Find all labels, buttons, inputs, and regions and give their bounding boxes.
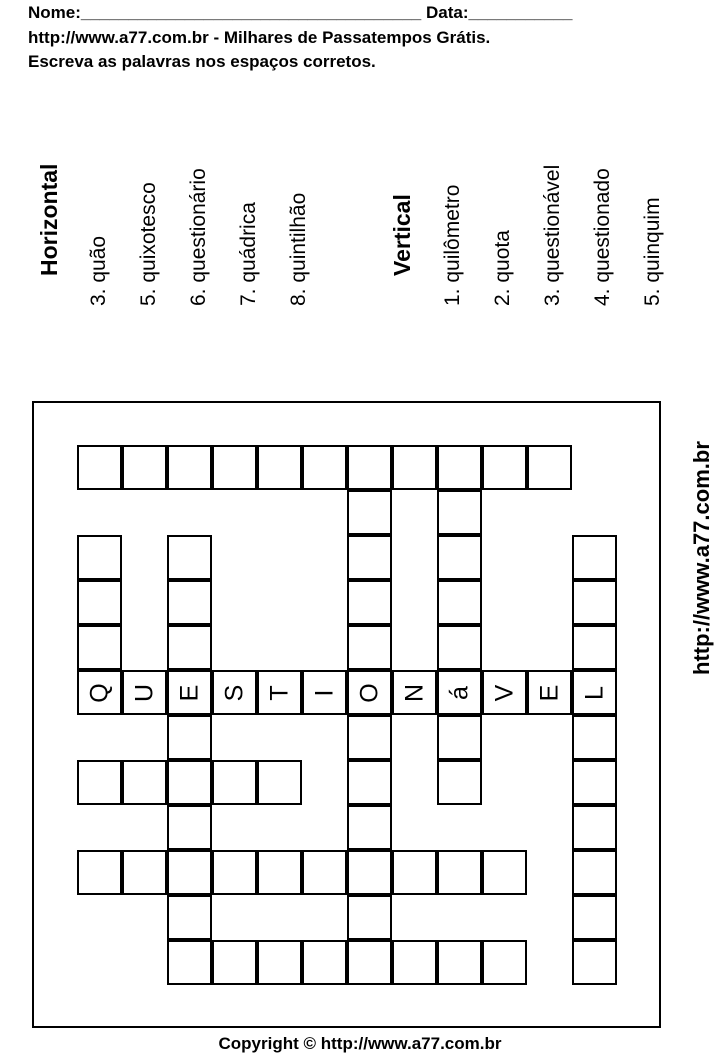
- crossword-cell[interactable]: [212, 940, 257, 985]
- crossword-cell[interactable]: [347, 490, 392, 535]
- crossword-cell[interactable]: [437, 490, 482, 535]
- crossword-cell[interactable]: [167, 805, 212, 850]
- crossword-cell[interactable]: [212, 760, 257, 805]
- crossword-cell[interactable]: [392, 850, 437, 895]
- vertical-clue: 3. questionável: [541, 164, 564, 306]
- crossword-cell[interactable]: [347, 715, 392, 760]
- crossword-cell[interactable]: [212, 850, 257, 895]
- cell-letter: V: [490, 684, 518, 701]
- crossword-cell[interactable]: [572, 805, 617, 850]
- cell-letter: E: [535, 684, 563, 701]
- crossword-cell[interactable]: [77, 625, 122, 670]
- crossword-cell[interactable]: [77, 445, 122, 490]
- cell-letter: S: [220, 684, 248, 701]
- horizontal-clue: 7. quádrica: [237, 202, 260, 306]
- crossword-cell[interactable]: [122, 445, 167, 490]
- crossword-cell[interactable]: [302, 445, 347, 490]
- crossword-cell[interactable]: [257, 850, 302, 895]
- crossword-cell[interactable]: [302, 850, 347, 895]
- crossword-cell[interactable]: [167, 940, 212, 985]
- vertical-clue: 4. questionado: [591, 168, 614, 306]
- horizontal-clue: 3. quão: [87, 235, 110, 306]
- crossword-cell[interactable]: [167, 715, 212, 760]
- instructions: Escreva as palavras nos espaços corretos.: [28, 52, 376, 71]
- crossword-cell[interactable]: [572, 895, 617, 940]
- cell-letter: O: [355, 682, 383, 703]
- crossword-cell[interactable]: [347, 805, 392, 850]
- crossword-cell[interactable]: [572, 580, 617, 625]
- crossword-cell[interactable]: [347, 895, 392, 940]
- crossword-cell-filled[interactable]: [167, 670, 212, 715]
- crossword-cell[interactable]: [572, 760, 617, 805]
- crossword-cell[interactable]: [437, 445, 482, 490]
- crossword-cell-filled[interactable]: [437, 670, 482, 715]
- footer-copyright: Copyright © http://www.a77.com.br: [218, 1034, 502, 1053]
- crossword-cell[interactable]: [77, 850, 122, 895]
- crossword-cell[interactable]: [572, 625, 617, 670]
- cell-letter: á: [445, 685, 473, 700]
- cell-letter: N: [400, 683, 428, 702]
- crossword-cell[interactable]: [347, 625, 392, 670]
- crossword-cell[interactable]: [347, 940, 392, 985]
- crossword-cell[interactable]: [347, 850, 392, 895]
- crossword-cell[interactable]: [257, 940, 302, 985]
- crossword-cell-filled[interactable]: [77, 670, 122, 715]
- horizontal-clue: 6. questionário: [187, 168, 210, 306]
- crossword-cell[interactable]: [392, 940, 437, 985]
- vertical-title: Vertical: [389, 194, 415, 276]
- crossword-cell[interactable]: [572, 715, 617, 760]
- crossword-cell-filled[interactable]: [212, 670, 257, 715]
- crossword-cell[interactable]: [257, 760, 302, 805]
- crossword-cell-filled[interactable]: [122, 670, 167, 715]
- crossword-cell[interactable]: [572, 850, 617, 895]
- crossword-cell[interactable]: [122, 760, 167, 805]
- crossword-cell[interactable]: [392, 445, 437, 490]
- crossword-cell[interactable]: [347, 580, 392, 625]
- crossword-cell[interactable]: [572, 940, 617, 985]
- crossword-cell[interactable]: [212, 445, 257, 490]
- cell-letter: E: [175, 684, 203, 701]
- site-tagline: http://www.a77.com.br - Milhares de Passatempos Grátis.: [28, 28, 491, 47]
- crossword-cell[interactable]: [257, 445, 302, 490]
- crossword-cell[interactable]: [77, 580, 122, 625]
- crossword-cell[interactable]: [302, 940, 347, 985]
- side-url: http://www.a77.com.br: [689, 441, 714, 675]
- crossword-cell[interactable]: [527, 445, 572, 490]
- crossword-cell[interactable]: [167, 580, 212, 625]
- vertical-clue: 5. quinquim: [641, 197, 664, 306]
- horizontal-clue: 8. quintilhão: [287, 192, 310, 306]
- crossword-cell[interactable]: [77, 760, 122, 805]
- crossword-cell[interactable]: [437, 625, 482, 670]
- crossword-cell[interactable]: [347, 535, 392, 580]
- crossword-cell[interactable]: [482, 940, 527, 985]
- crossword-cell[interactable]: [167, 535, 212, 580]
- crossword-cell[interactable]: [77, 535, 122, 580]
- crossword-cell-filled[interactable]: [302, 670, 347, 715]
- crossword-cell[interactable]: [572, 535, 617, 580]
- crossword-cell[interactable]: [437, 940, 482, 985]
- crossword-cell[interactable]: [437, 715, 482, 760]
- crossword-cell-filled[interactable]: [572, 670, 617, 715]
- vertical-clue: 1. quilômetro: [441, 184, 464, 306]
- crossword-cell-filled[interactable]: [527, 670, 572, 715]
- crossword-cell-filled[interactable]: [257, 670, 302, 715]
- crossword-cell[interactable]: [437, 850, 482, 895]
- crossword-cell[interactable]: [482, 445, 527, 490]
- crossword-cell-filled[interactable]: [482, 670, 527, 715]
- crossword-cell[interactable]: [167, 895, 212, 940]
- crossword-cell-filled[interactable]: [392, 670, 437, 715]
- crossword-cell[interactable]: [347, 760, 392, 805]
- crossword-cell[interactable]: [347, 445, 392, 490]
- cell-letter: Q: [85, 682, 113, 703]
- cell-letter: I: [310, 689, 338, 696]
- crossword-cell[interactable]: [437, 535, 482, 580]
- cell-letter: L: [580, 685, 608, 700]
- crossword-cell[interactable]: [122, 850, 167, 895]
- crossword-cell[interactable]: [437, 760, 482, 805]
- crossword-cell[interactable]: [437, 580, 482, 625]
- horizontal-title: Horizontal: [36, 163, 62, 276]
- vertical-clue: 2. quota: [491, 230, 514, 306]
- crossword-cell[interactable]: [167, 760, 212, 805]
- name-date-line: Nome:____________________________________ Data:___________: [28, 3, 573, 22]
- cell-letter: T: [265, 684, 293, 701]
- crossword-cell[interactable]: [167, 625, 212, 670]
- crossword-cell-filled[interactable]: [347, 670, 392, 715]
- crossword-cell[interactable]: [167, 850, 212, 895]
- crossword-cell[interactable]: [167, 445, 212, 490]
- horizontal-clue: 5. quixotesco: [137, 182, 160, 306]
- cell-letter: U: [130, 683, 158, 702]
- crossword-cell[interactable]: [482, 850, 527, 895]
